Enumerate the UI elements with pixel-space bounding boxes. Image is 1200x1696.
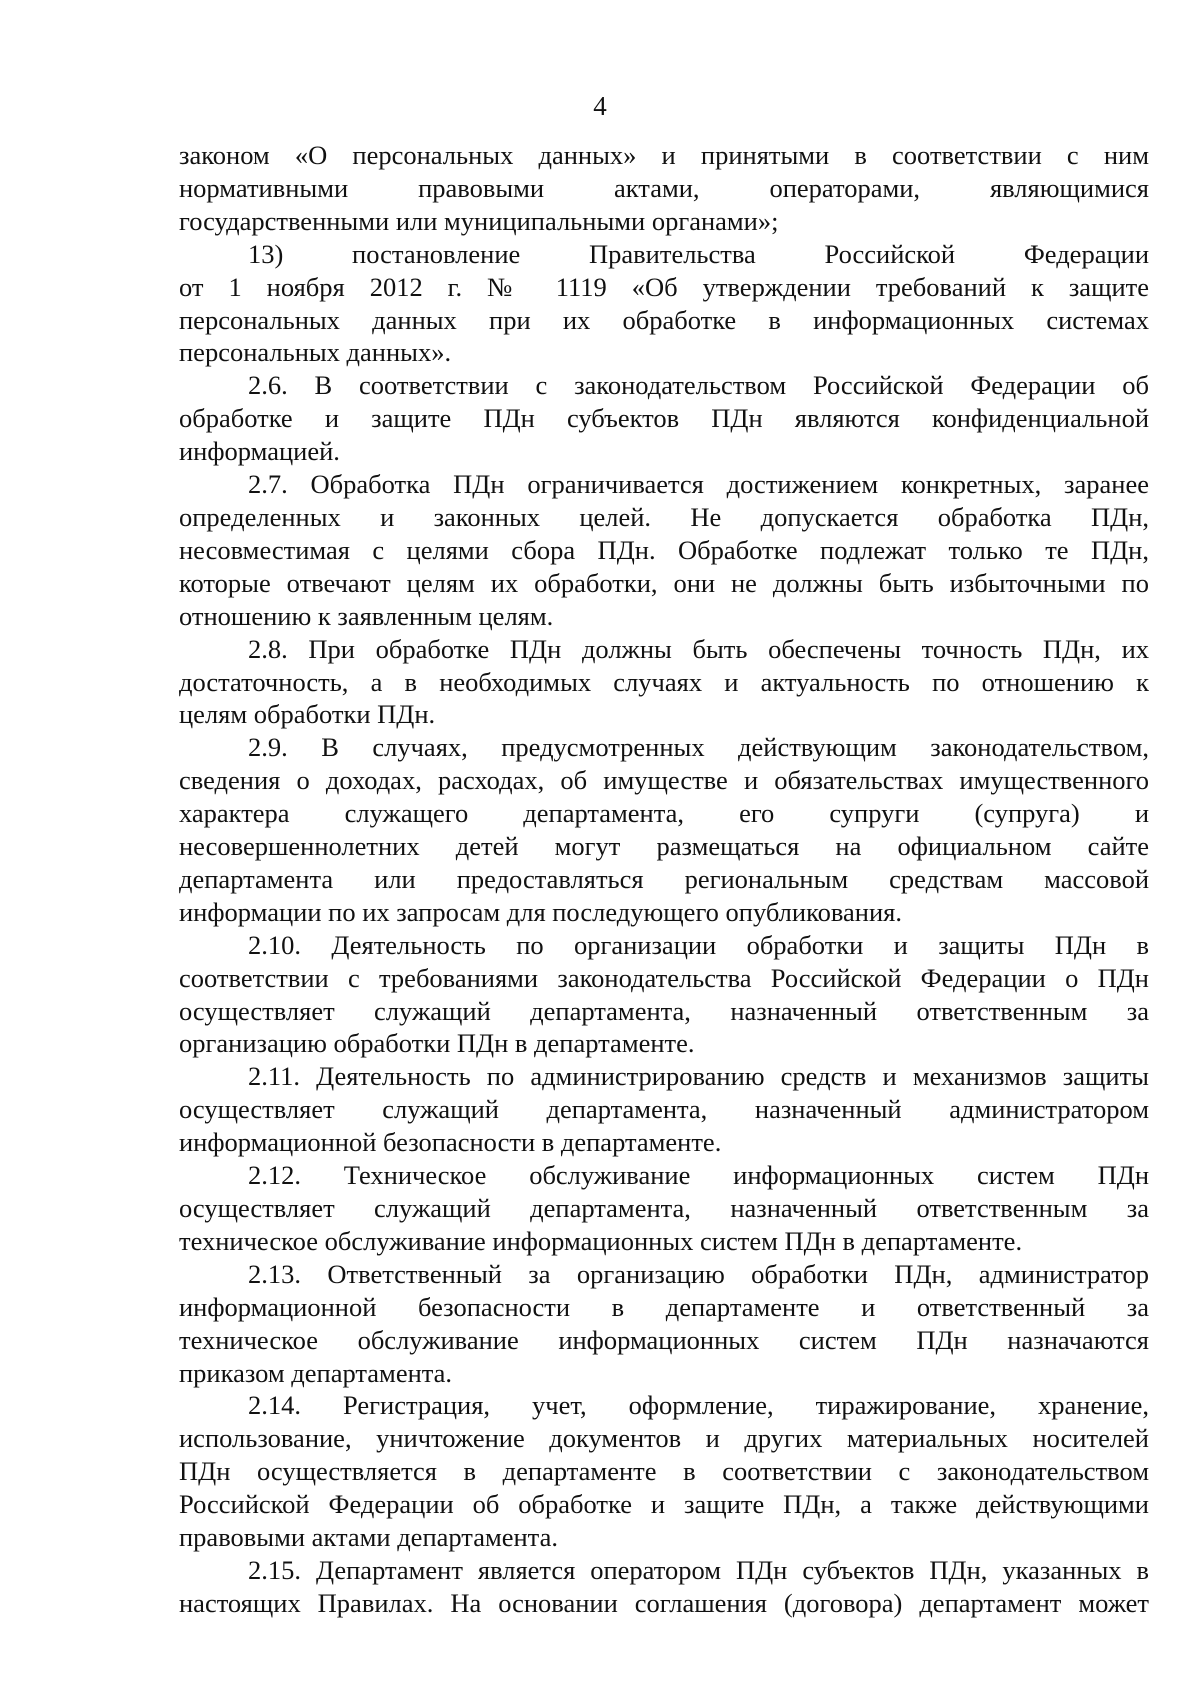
text-line: 2.15. Департамент является оператором ПДн субъектов ПДн, указанных в	[248, 1554, 1149, 1585]
text-line: осуществляет служащий департамента, назначенный ответственным за	[179, 1193, 1149, 1223]
text-line: информацией.	[179, 436, 340, 467]
text-line: которые отвечают целям их обработки, они не должны быть избыточными по	[179, 567, 1149, 598]
text-line: нормативными правовыми актами, операторами, являющимися	[179, 172, 1149, 203]
text-line: 2.11. Деятельность по администрированию средств и механизмов защиты	[248, 1061, 1149, 1092]
document-body	[179, 139, 1149, 1620]
text-line: сведения о доходах, расходах, об имуществе и обязательствах имущественного	[179, 765, 1149, 796]
text-line: департамента или предоставляться региональным средствам массовой	[179, 863, 1149, 894]
text-line: ПДн осуществляется в департаменте в соответствии с законодательством	[179, 1456, 1149, 1487]
text-line: отношению к заявленным целям.	[179, 600, 554, 631]
text-line: целям обработки ПДн.	[179, 699, 436, 730]
text-line: 2.13. Ответственный за организацию обработки ПДн, администратор	[248, 1258, 1149, 1289]
text-line: определенных и законных целей. Не допускается обработка ПДн,	[179, 501, 1149, 532]
text-line: персональных данных».	[179, 337, 452, 368]
text-line: 2.12. Техническое обслуживание информационных систем ПДн	[248, 1160, 1149, 1191]
text-line: государственными или муниципальными органами»;	[179, 205, 779, 236]
text-line: 2.6. В соответствии с законодательством Российской Федерации об	[248, 370, 1149, 401]
text-line: настоящих Правилах. На основании соглашения (договора) департамент может	[179, 1587, 1149, 1618]
text-line: персональных данных при их обработке в информационных системах	[179, 304, 1149, 335]
text-line: законом «О персональных данных» и принятыми в соответствии с ним	[179, 140, 1149, 170]
text-line: осуществляет служащий департамента, назначенный администратором	[179, 1094, 1149, 1125]
text-line: 2.10. Деятельность по организации обработки и защиты ПДн в	[248, 929, 1149, 960]
text-line: 13) постановление Правительства Российской Федерации	[248, 238, 1149, 269]
text-line: осуществляет служащий департамента, назначенный ответственным за	[179, 995, 1149, 1026]
text-line: 2.9. В случаях, предусмотренных действующим законодательством,	[248, 732, 1149, 763]
text-line: техническое обслуживание информационных систем ПДн назначаются	[179, 1324, 1149, 1355]
text-line: характера служащего департамента, его супруги (супруга) и	[179, 798, 1149, 829]
text-line: организацию обработки ПДн в департаменте.	[179, 1028, 695, 1059]
text-line: несовершеннолетних детей могут размещаться на официальном сайте	[179, 831, 1149, 862]
text-line: 2.7. Обработка ПДн ограничивается достижением конкретных, заранее	[248, 469, 1149, 500]
text-line: 2.8. При обработке ПДн должны быть обеспечены точность ПДн, их	[248, 633, 1149, 664]
text-line: 2.14. Регистрация, учет, оформление, тиражирование, хранение,	[248, 1390, 1149, 1421]
text-line: использование, уничтожение документов и других материальных носителей	[179, 1423, 1149, 1454]
page-number: 4	[593, 91, 607, 121]
text-line: обработке и защите ПДн субъектов ПДн являются конфиденциальной	[179, 403, 1149, 434]
text-line: правовыми актами департамента.	[179, 1522, 558, 1553]
text-line: информационной безопасности в департаменте и ответственный за	[179, 1291, 1149, 1322]
text-line: от 1 ноября 2012 г. № 1119 «Об утверждении требований к защите	[179, 271, 1149, 302]
text-line: приказом департамента.	[179, 1357, 453, 1388]
text-line: несовместимая с целями сбора ПДн. Обработке подлежат только те ПДн,	[179, 534, 1149, 565]
text-line: информации по их запросам для последующего опубликования.	[179, 896, 902, 927]
text-line: достаточность, а в необходимых случаях и актуальность по отношению к	[179, 666, 1149, 697]
text-line: техническое обслуживание информационных систем ПДн в департаменте.	[179, 1225, 1023, 1256]
text-line: информационной безопасности в департаменте.	[179, 1127, 722, 1158]
text-line: Российской Федерации об обработке и защите ПДн, а также действующими	[179, 1489, 1149, 1520]
text-line: соответствии с требованиями законодательства Российской Федерации о ПДн	[179, 962, 1149, 993]
